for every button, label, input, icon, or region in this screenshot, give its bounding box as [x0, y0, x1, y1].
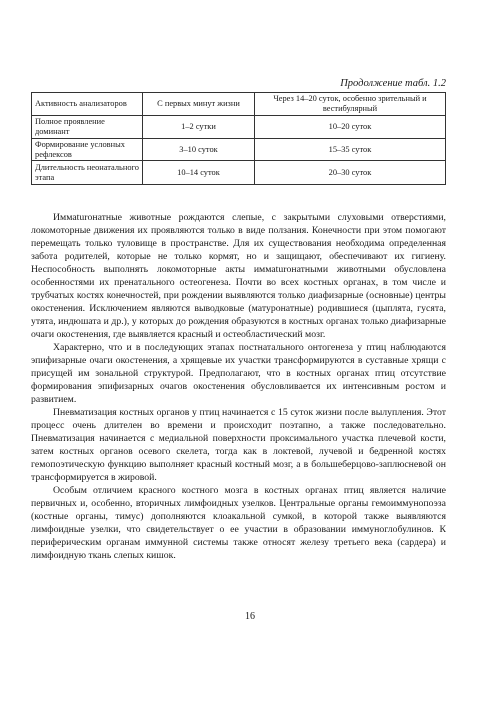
table-cell: 15–35 суток	[255, 139, 446, 161]
header-cell: Через 14–20 суток, особенно зрительный и вестибулярный	[255, 93, 446, 116]
body-text	[31, 211, 446, 562]
page-number: 16	[245, 611, 255, 622]
paragraph: Характерно, что и в последующих этапах постнатального онтогенеза у птиц наблюдаются эпифизарные очаги окостенения, а хрящевые их участки трансформируются в суставные хрящи с присущей им зональной структурой. Предполагают, что в костных органах птиц отсутствие формирования эпифизарных очагов окостенения обусловливается их интенсивным ростом и развитием.	[31, 342, 446, 405]
table-header-row	[32, 93, 446, 116]
table-cell: 1–2 сутки	[143, 116, 255, 139]
table-row	[32, 139, 446, 161]
table-row	[32, 116, 446, 139]
paragraph: Особым отличием красного костного мозга в костных органах птиц является наличие первичных и, особенно, вторичных лимфоидных узелков. Центральные органы гемоиммунопоэза (костные органы, тимус) дополняются клоакальной сумкой, в которой также выявляются лимфоидные узелки, что свидетельствует о ее участии в образовании иммуноглобулинов. К периферическим органам иммунной системы также относят железу третьего века (сардера) и лимфоидную ткань слепых кишок.	[31, 485, 446, 561]
table-cell: Формирование условных рефлексов	[32, 139, 143, 161]
table-cell: 20–30 суток	[255, 161, 446, 185]
paragraph: Пневматизация костных органов у птиц начинается с 15 суток жизни после вылупления. Этот процесс очень длителен во времени и происходит поэтапно, а также последовательно. Пневматизация начинается с медиальной поверхности проксимального участка плечевой кости, затем костных органов осевого скелета, тогда как в локтевой, лучевой и бедренной костях гемопоэтическую функцию выполняет красный костный мозг, а в большеберцово-заплюсневой он трансформируется в жировой.	[31, 407, 446, 483]
table-caption: Продолжение табл. 1.2	[340, 78, 446, 89]
table-cell: 10–20 суток	[255, 116, 446, 139]
header-cell: Активность анализаторов	[32, 93, 143, 116]
table-cell: 3–10 суток	[143, 139, 255, 161]
paragraph: Иммаturонатные животные рождаются слепые, с закрытыми слуховыми отверстиями, локомоторные движения их проявляются только в виде ползания. Конечности при этом помогают перемещать только туловище в пространстве. Для их существования необходима определенная забота родителей, которые не только кормят, но и защищают, обеспечивают их гигиену. Неспособность выполнять локомоторные акты иммаturонатными животными обусловлена особенностями их пренатального остеогенеза. Почти во всех костных органах, в том числе и трубчатых костях конечностей, при рождении выявляются только диафизарные (основные) центры окостенения. Исключением являются выводковые (матуронатные) родившиеся (цыплята, гусята, утята, индюшата и др.), у которых до рождения образуются в костных органах только диафизарные очаги окостенения, где выявляется красный и остеобластический мозг.	[31, 212, 446, 340]
table-cell: Полное проявление доминант	[32, 116, 143, 139]
table-row	[32, 161, 446, 185]
table-cell: 10–14 суток	[143, 161, 255, 185]
header-cell: С первых минут жизни	[143, 93, 255, 116]
data-table	[31, 92, 446, 185]
table-cell: Длительность неонатального этапа	[32, 161, 143, 185]
